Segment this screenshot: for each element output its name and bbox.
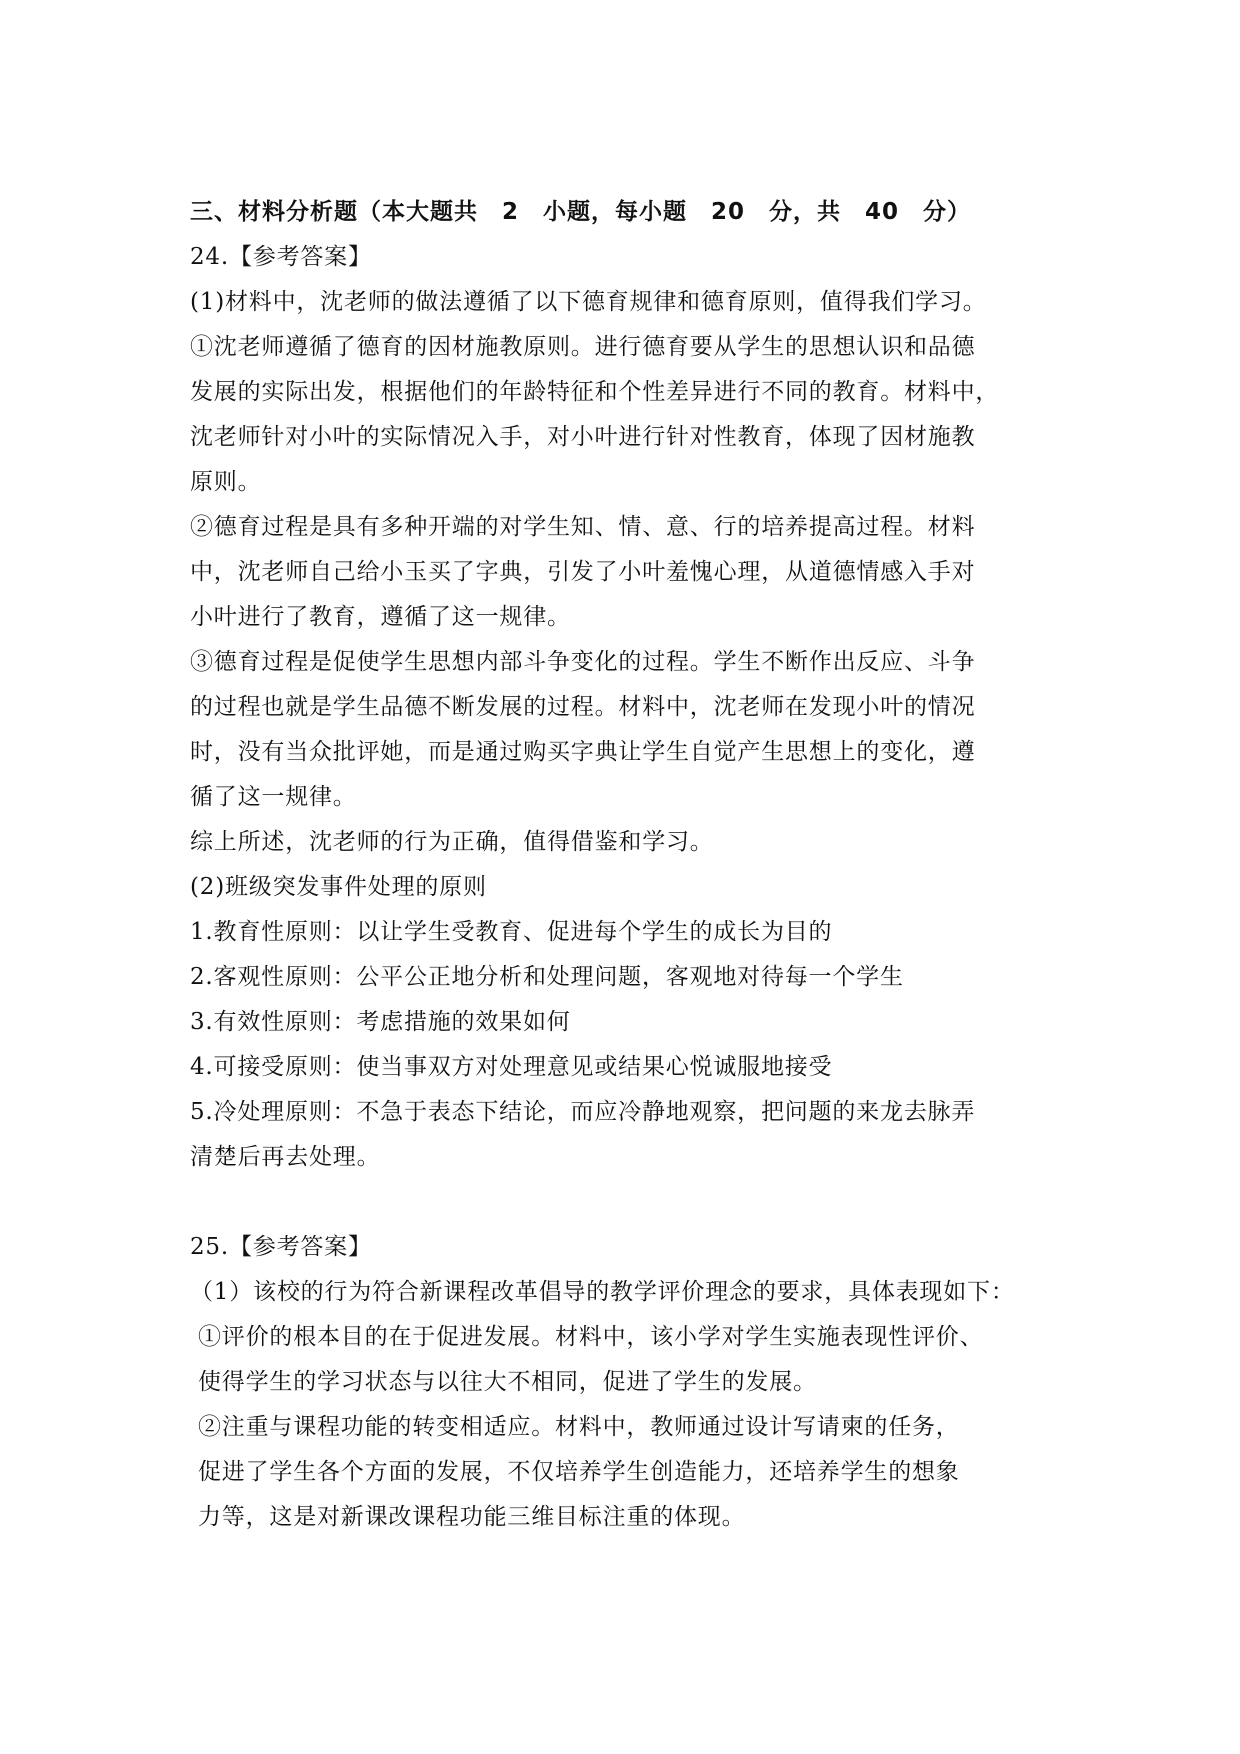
q24-line: 时，没有当众批评她，而是通过购买字典让学生自觉产生思想上的变化，遵 xyxy=(190,739,976,765)
q24-line: 2.客观性原则：公平公正地分析和处理问题，客观地对待每一个学生 xyxy=(190,964,904,990)
q24-line: 1.教育性原则：以让学生受教育、促进每个学生的成长为目的 xyxy=(190,919,833,945)
q24-line: 中，沈老师自己给小玉买了字典，引发了小叶羞愧心理，从道德情感入手对 xyxy=(190,559,976,585)
q24-line: (2)班级突发事件处理的原则 xyxy=(190,874,487,900)
q24-line: 4.可接受原则：使当事双方对处理意见或结果心悦诚服地接受 xyxy=(190,1054,833,1080)
section-heading: 三、材料分析题（本大题共 2 小题，每小题 20 分，共 40 分） xyxy=(190,199,972,225)
q24-line: 的过程也就是学生品德不断发展的过程。材料中，沈老师在发现小叶的情况 xyxy=(190,694,976,720)
q24-line: 循了这一规律。 xyxy=(190,784,357,810)
q25-line: 力等，这是对新课改课程功能三维目标注重的体现。 xyxy=(198,1504,746,1530)
q24-line: 沈老师针对小叶的实际情况入手，对小叶进行针对性教育，体现了因材施教 xyxy=(190,424,976,450)
q24-line: 综上所述，沈老师的行为正确，值得借鉴和学习。 xyxy=(190,829,714,855)
q25-line: ①评价的根本目的在于促进发展。材料中，该小学对学生实施表现性评价、 xyxy=(198,1324,984,1350)
q24-line: 清楚后再去处理。 xyxy=(190,1144,381,1170)
q24-line: 原则。 xyxy=(190,469,262,495)
q25-line: ②注重与课程功能的转变相适应。材料中，教师通过设计写请柬的任务， xyxy=(198,1414,960,1440)
q24-line: ②德育过程是具有多种开端的对学生知、情、意、行的培养提高过程。材料 xyxy=(190,514,976,540)
q25-line: 促进了学生各个方面的发展，不仅培养学生创造能力，还培养学生的想象 xyxy=(198,1459,960,1485)
question-25-label: 25.【参考答案】 xyxy=(190,1234,372,1260)
q25-line: （1）该校的行为符合新课程改革倡导的教学评价理念的要求，具体表现如下： xyxy=(190,1279,1015,1305)
question-24-label: 24.【参考答案】 xyxy=(190,244,372,270)
q24-line: ③德育过程是促使学生思想内部斗争变化的过程。学生不断作出反应、斗争 xyxy=(190,649,976,675)
paragraph-gap xyxy=(190,1180,1070,1225)
q24-line: (1)材料中，沈老师的做法遵循了以下德育规律和德育原则，值得我们学习。 xyxy=(190,289,987,315)
q24-line: 3.有效性原则：考虑措施的效果如何 xyxy=(190,1009,571,1035)
q24-line: 5.冷处理原则：不急于表态下结论，而应冷静地观察，把问题的来龙去脉弄 xyxy=(190,1099,976,1125)
q24-line: 发展的实际出发，根据他们的年龄特征和个性差异进行不同的教育。材料中， xyxy=(190,379,1000,405)
q25-line: 使得学生的学习状态与以往大不相同，促进了学生的发展。 xyxy=(198,1369,817,1395)
answer-content xyxy=(190,190,1070,1540)
q24-line: ①沈老师遵循了德育的因材施教原则。进行德育要从学生的思想认识和品德 xyxy=(190,334,976,360)
q24-line: 小叶进行了教育，遵循了这一规律。 xyxy=(190,604,571,630)
